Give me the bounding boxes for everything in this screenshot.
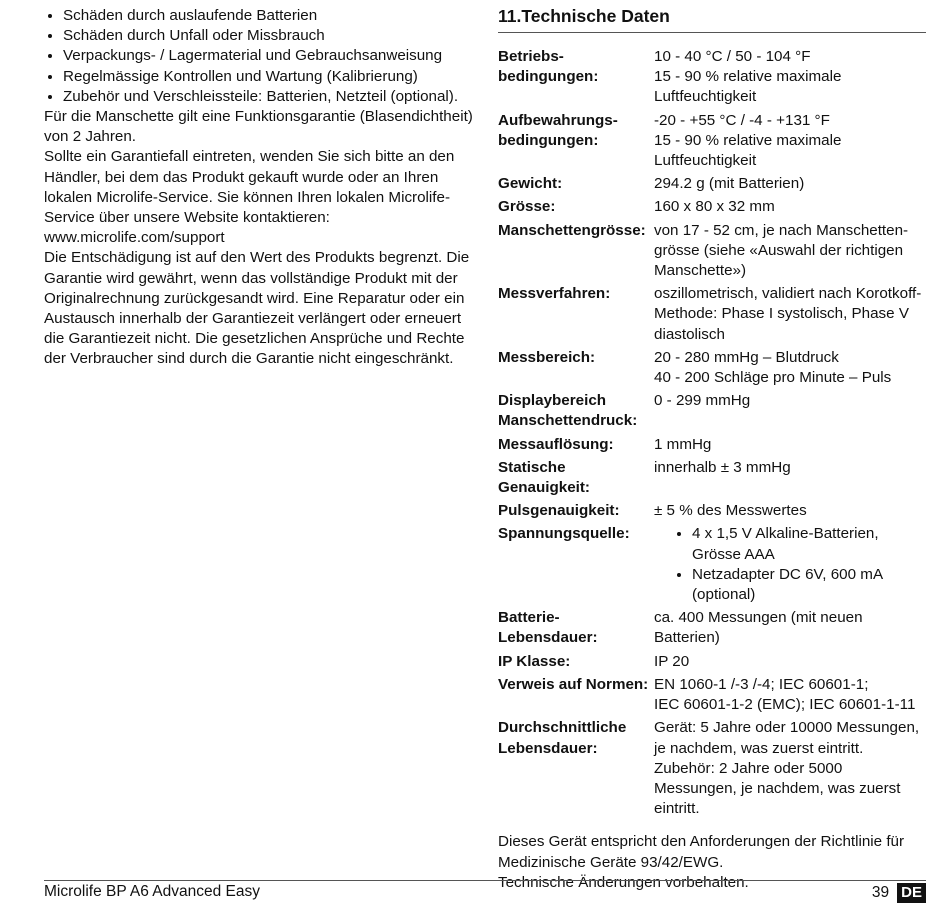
spec-value: 1 mmHg bbox=[654, 435, 712, 453]
list-item: • Verpackungs- / Lagermaterial und Gebrauchsanweisung bbox=[63, 46, 474, 66]
table-row bbox=[498, 608, 928, 651]
warranty-case-paragraph: Sollte ein Garantiefall eintreten, wenden Sie sich bitte an den Händler, bei dem das Produkt gekauft wurde oder an Ihren lokalen Microlife-Service. Sie können Ihren lokalen Microlife-Service über unsere Website kontaktieren: bbox=[44, 148, 455, 227]
technical-data-column bbox=[498, 6, 926, 893]
warranty-column bbox=[44, 6, 474, 370]
page-footer bbox=[44, 880, 926, 909]
table-row bbox=[498, 718, 928, 822]
table-row bbox=[498, 501, 928, 524]
spec-table bbox=[498, 47, 928, 822]
language-badge: DE bbox=[897, 883, 926, 903]
spec-label: Messauflösung: bbox=[498, 435, 614, 453]
spec-value: 160 x 80 x 32 mm bbox=[654, 198, 775, 216]
table-row bbox=[498, 458, 928, 501]
list-item: • Schäden durch auslaufende Batterien bbox=[63, 6, 474, 26]
spec-value: oszillometrisch, validiert nach Korotkoff-Methode: Phase I systolisch, Phase V diastolisch bbox=[654, 285, 922, 343]
spec-label: Aufbewahrungs-bedingungen: bbox=[498, 111, 618, 149]
spec-value bbox=[654, 47, 928, 111]
table-row bbox=[498, 348, 928, 391]
spec-value: IP 20 bbox=[654, 652, 690, 670]
compensation-paragraph: Die Entschädigung ist auf den Wert des Produkts begrenzt. Die Garantie wird gewährt, wenn das vollständige Produkt mit der Originalrechnung zurückgesandt wird. Eine Reparatur oder ein Austausch innerhalb der Garantiezeit verlängert oder erneuert die Garantiezeit nicht. Die gesetzlichen Ansprüche und Rechte der Verbraucher sind durch die Garantie nicht eingeschränkt. bbox=[44, 249, 470, 368]
table-row bbox=[498, 524, 928, 608]
spec-label: Manschettengrösse: bbox=[498, 221, 646, 239]
table-row bbox=[498, 174, 928, 197]
spec-value: 294.2 g (mit Batterien) bbox=[654, 175, 805, 193]
page-info bbox=[872, 883, 926, 903]
table-row bbox=[498, 435, 928, 458]
table-row bbox=[498, 47, 928, 111]
spec-value-line: EN 1060-1 /-3 /-4; IEC 60601-1; bbox=[654, 675, 869, 693]
spec-label: Verweis auf Normen: bbox=[498, 675, 649, 693]
spec-value-line: Zubehör: 2 Jahre oder 5000 Messungen, je nachdem, was zuerst eintritt. bbox=[654, 759, 901, 818]
table-row bbox=[498, 111, 928, 175]
section-title: 11.Technische Daten bbox=[498, 6, 926, 33]
spec-label: Grösse: bbox=[498, 198, 556, 216]
spec-value-line: Gerät: 5 Jahre oder 10000 Messungen, je nachdem, was zuerst eintritt. bbox=[654, 719, 920, 757]
table-row bbox=[498, 391, 928, 434]
table-row bbox=[498, 284, 928, 348]
spec-value bbox=[654, 718, 928, 822]
directive-text: Dieses Gerät entspricht den Anforderungen der Richtlinie für Medizinische Geräte 93/42/EWG. bbox=[498, 833, 905, 871]
spec-value bbox=[654, 348, 928, 391]
page-number: 39 bbox=[871, 884, 890, 901]
spec-value-line: 15 - 90 % relative maximale Luftfeuchtigkeit bbox=[654, 131, 842, 170]
table-row bbox=[498, 675, 928, 718]
spec-label: Messverfahren: bbox=[498, 285, 611, 303]
spec-label: Durchschnittliche Lebensdauer: bbox=[498, 719, 627, 757]
list-item: • 4 x 1,5 V Alkaline-Batterien, Grösse AAA bbox=[692, 524, 928, 564]
spec-label: Pulsgenauigkeit: bbox=[498, 502, 620, 520]
spec-label: Gewicht: bbox=[498, 175, 563, 193]
changes-reserved-text: Technische Änderungen vorbehalten. bbox=[498, 873, 749, 891]
spec-label: Spannungsquelle: bbox=[498, 525, 630, 543]
spec-label: IP Klasse: bbox=[498, 652, 571, 670]
support-url: www.microlife.com/support bbox=[44, 229, 225, 247]
spec-value bbox=[654, 524, 928, 608]
table-row bbox=[498, 197, 928, 220]
spec-label: Betriebs-bedingungen: bbox=[498, 48, 599, 86]
exclusion-list bbox=[44, 6, 474, 107]
spec-label: Batterie-Lebensdauer: bbox=[498, 609, 598, 647]
spec-value bbox=[654, 675, 928, 718]
spec-value-line: 15 - 90 % relative maximale Luftfeuchtigkeit bbox=[654, 68, 842, 106]
spec-value bbox=[654, 111, 928, 175]
list-item: • Regelmässige Kontrollen und Wartung (Kalibrierung) bbox=[63, 67, 474, 87]
spec-value: 0 - 299 mmHg bbox=[654, 392, 751, 410]
table-row bbox=[498, 652, 928, 675]
table-row bbox=[498, 221, 928, 285]
spec-value: innerhalb ± 3 mmHg bbox=[654, 458, 791, 476]
spec-label: Displaybereich Manschettendruck: bbox=[498, 392, 638, 430]
list-item: • Schäden durch Unfall oder Missbrauch bbox=[63, 26, 474, 46]
list-item: • Zubehör und Verschleissteile: Batterien, Netzteil (optional). bbox=[63, 87, 474, 107]
cuff-warranty-paragraph: Für die Manschette gilt eine Funktionsgarantie (Blasendichtheit) von 2 Jahren. bbox=[44, 108, 473, 146]
spec-value-line: 20 - 280 mmHg – Blutdruck bbox=[654, 348, 839, 366]
spec-value: ± 5 % des Messwertes bbox=[654, 502, 807, 520]
spec-value-line: IEC 60601-1-2 (EMC); IEC 60601-1-11 bbox=[654, 696, 916, 714]
spec-value-line: -20 - +55 °C / -4 - +131 °F bbox=[654, 111, 830, 129]
list-item: • Netzadapter DC 6V, 600 mA (optional) bbox=[692, 565, 928, 605]
power-source-list bbox=[654, 524, 928, 605]
spec-value-line: 40 - 200 Schläge pro Minute – Puls bbox=[654, 369, 892, 387]
spec-value: von 17 - 52 cm, je nach Manschetten-grösse (siehe «Auswahl der richtigen Manschette») bbox=[654, 221, 909, 280]
spec-label: Messbereich: bbox=[498, 348, 596, 366]
spec-value: ca. 400 Messungen (mit neuen Batterien) bbox=[654, 609, 863, 647]
product-name: Microlife BP A6 Advanced Easy bbox=[44, 883, 260, 900]
spec-value-line: 10 - 40 °C / 50 - 104 °F bbox=[654, 48, 811, 65]
spec-label: Statische Genauigkeit: bbox=[498, 458, 590, 497]
